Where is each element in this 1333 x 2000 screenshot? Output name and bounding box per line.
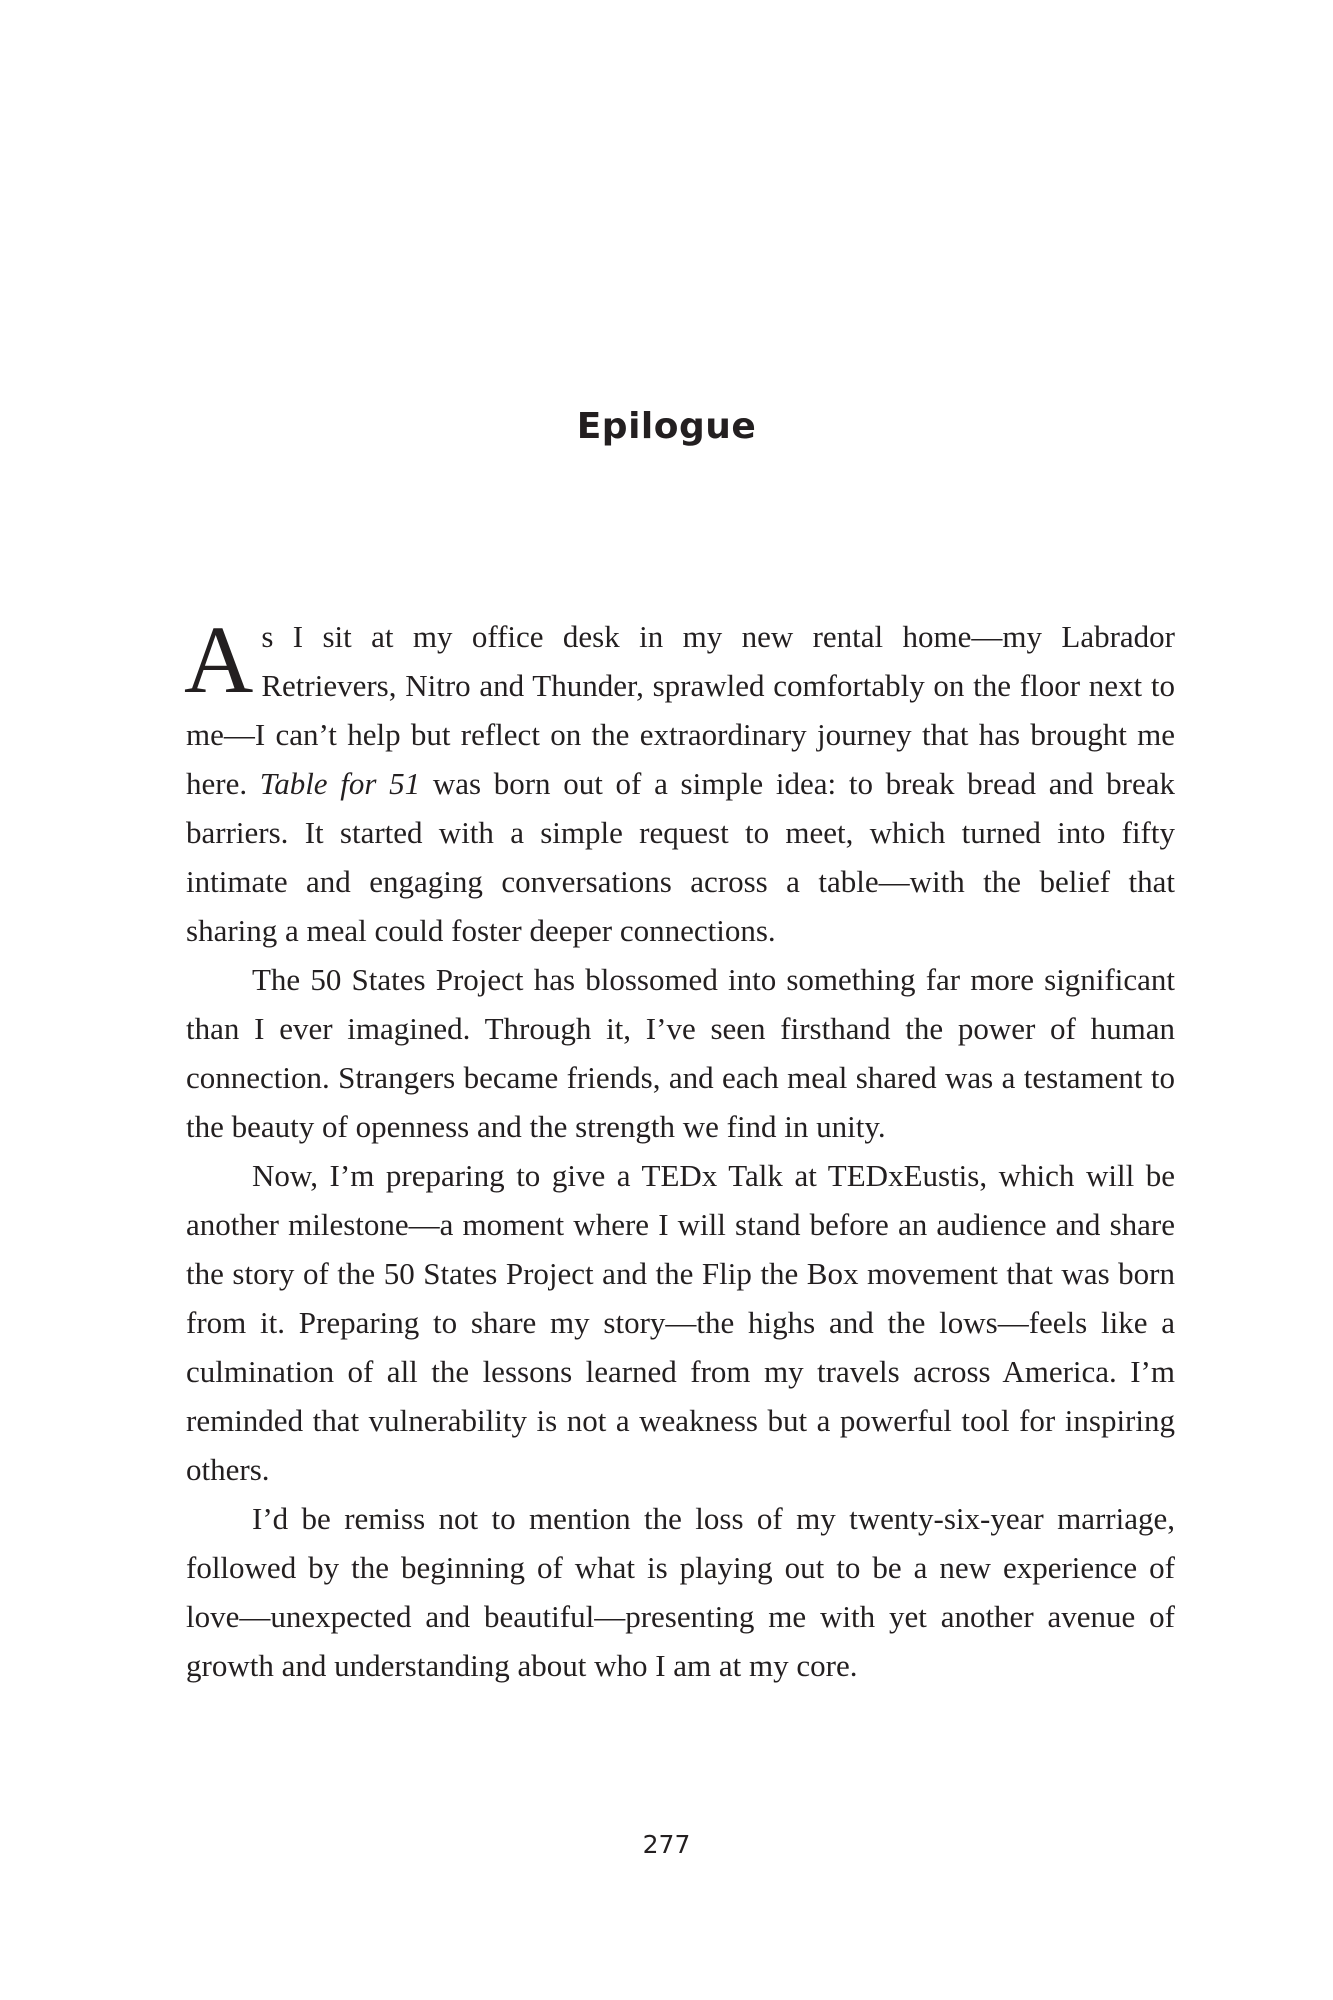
paragraph-2: The 50 States Project has blossomed into something far more significant than I ever imagined. Through it, I’ve seen firsthand the power of human connection. Strangers became friends, and each meal shared was a testament to the beauty of openness and the strength we find in unity. — [186, 962, 1175, 1144]
page-number: 277 — [642, 1830, 691, 1859]
paragraph-1 — [184, 606, 1175, 955]
chapter-title: Epilogue — [576, 406, 757, 447]
paragraph-3: Now, I’m preparing to give a TEDx Talk at TEDxEustis, which will be another milestone—a moment where I will stand before an audience and share the story of the 50 States Project and the Flip the Box movement that was born from it. Preparing to share my story—the highs and the lows—feels like a culmination of all the lessons learned from my travels across America. I’m reminded that vulnerability is not a weakness but a powerful tool for inspiring others. — [186, 1158, 1175, 1487]
paragraph-1-text-start: s I sit at my office desk in my new rental home—my Labrador Retrievers, Nitro and Thunder, sprawled comfortably on the floor next to me—I can’t help but reflect on the extraordinary journey that has brought me here. — [186, 619, 1175, 801]
paragraph-1-text-end: was born out of a simple idea: to break bread and break barriers. It started with a simple request to meet, which turned into fifty intimate and engaging conversations across a table—with the belief that sharing a meal could foster deeper connections. — [186, 766, 1175, 948]
book-title-italic: Table for 51 — [259, 766, 421, 801]
paragraph-4: I’d be remiss not to mention the loss of my twenty-six-year marriage, followed by the beginning of what is playing out to be a new experience of love—unexpected and beautiful—presenting me with yet another avenue of growth and understanding about who I am at my core. — [186, 1501, 1175, 1683]
drop-cap: A — [184, 606, 254, 713]
body-text — [184, 606, 1175, 1690]
